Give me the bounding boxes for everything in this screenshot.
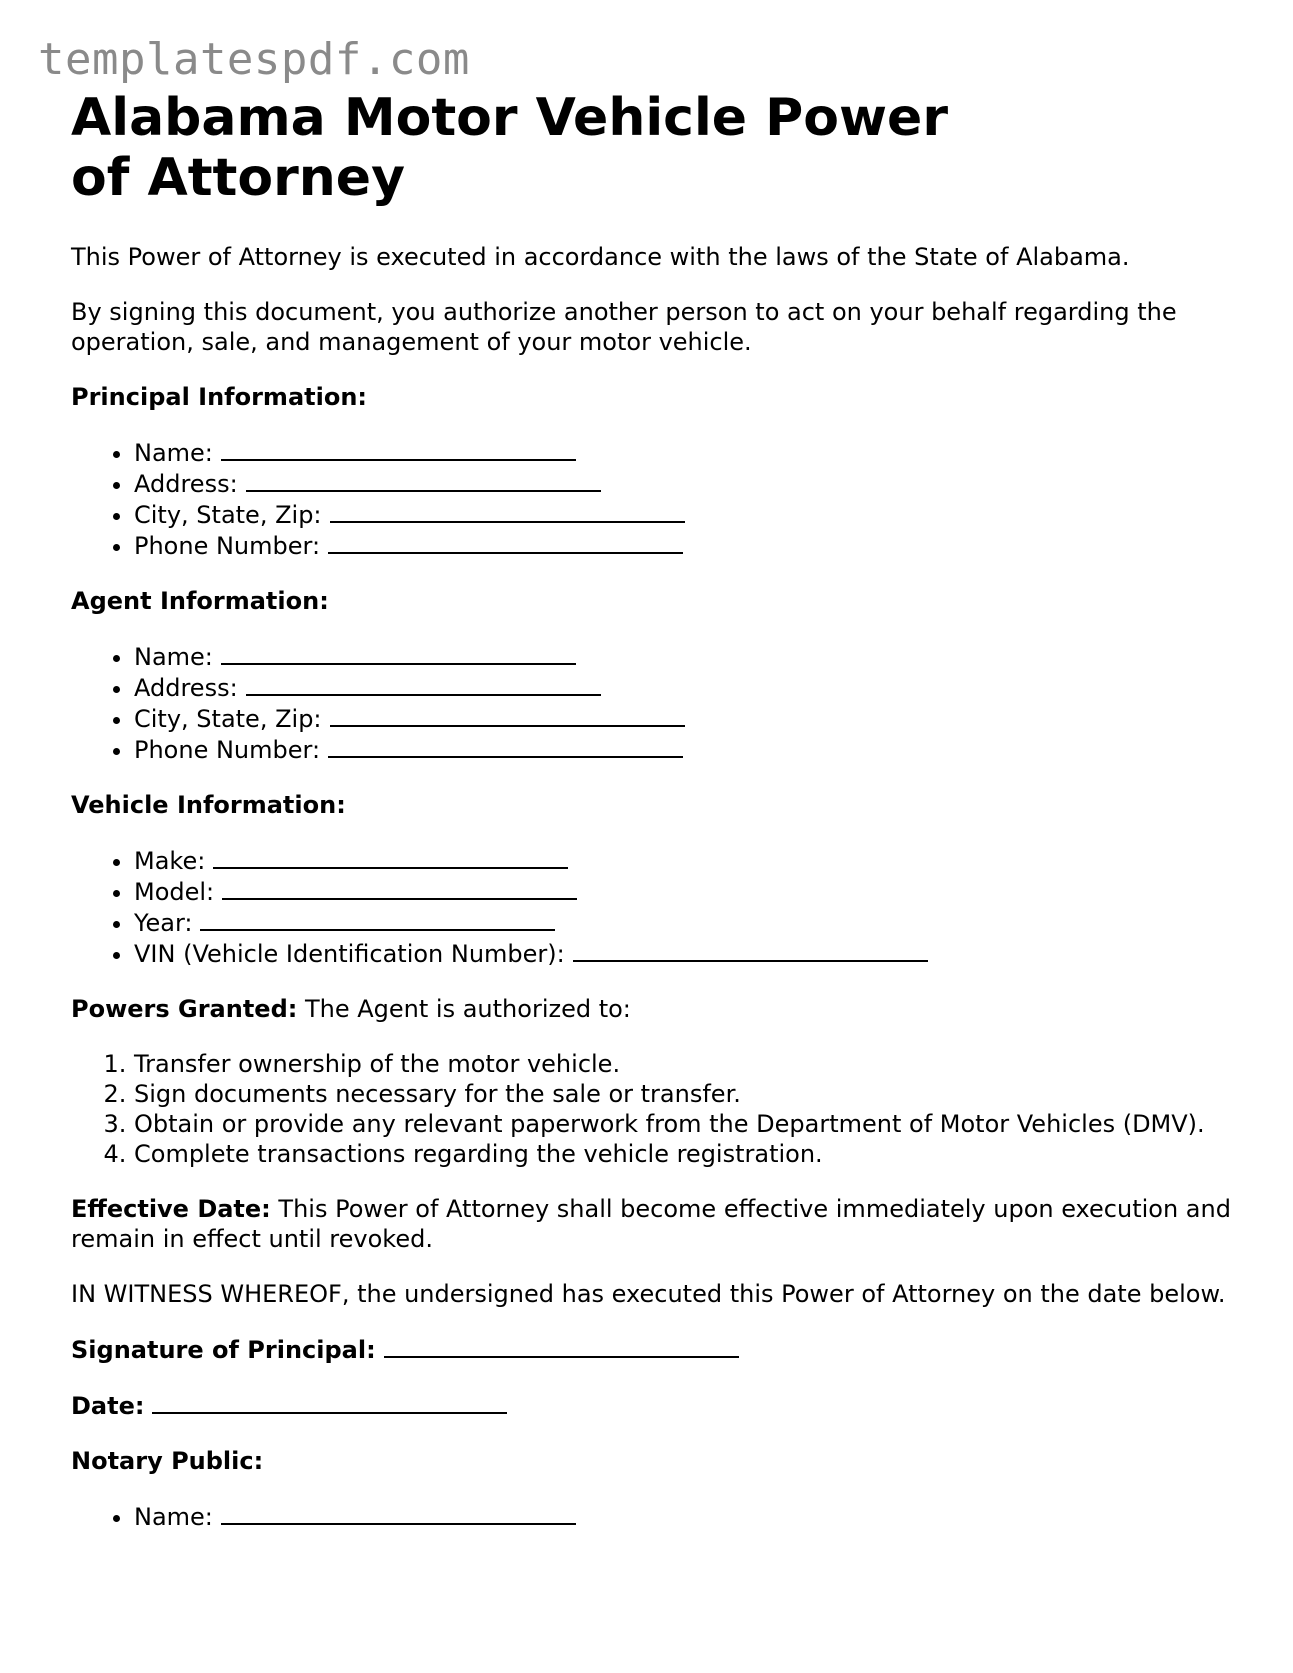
agent-heading: Agent Information:	[71, 587, 329, 615]
date-blank[interactable]	[152, 1390, 507, 1414]
list-item: 1. Transfer ownership of the motor vehicle.	[134, 1049, 1231, 1079]
powers-label: Powers Granted:	[71, 995, 298, 1023]
list-item	[134, 734, 1231, 765]
principal-heading: Principal Information:	[71, 383, 368, 411]
agent-field-list	[71, 641, 1231, 765]
vehicle-heading: Vehicle Information:	[71, 791, 346, 819]
field-label: Name:	[134, 643, 213, 671]
agent-phone-blank[interactable]	[328, 734, 683, 758]
effective-paragraph	[71, 1194, 1231, 1254]
list-item	[134, 876, 1231, 907]
field-label: City, State, Zip:	[134, 705, 322, 733]
list-item	[134, 468, 1231, 499]
field-label: Address:	[134, 674, 238, 702]
watermark-logo: templatespdf.com	[38, 34, 470, 85]
effective-label: Effective Date:	[71, 1195, 271, 1223]
principal-field-list	[71, 437, 1231, 561]
list-item	[134, 703, 1231, 734]
list-item	[134, 672, 1231, 703]
vehicle-vin-blank[interactable]	[573, 938, 928, 962]
intro-paragraph-1: This Power of Attorney is executed in accordance with the laws of the State of Alabama.	[71, 243, 1130, 271]
list-item	[134, 641, 1231, 672]
notary-name-blank[interactable]	[221, 1501, 576, 1525]
principal-phone-blank[interactable]	[328, 530, 683, 554]
principal-address-blank[interactable]	[246, 468, 601, 492]
field-label: Address:	[134, 470, 238, 498]
field-label: Phone Number:	[134, 532, 321, 560]
field-label: Year:	[134, 909, 193, 937]
signature-blank[interactable]	[384, 1334, 739, 1358]
list-item	[134, 1501, 1231, 1532]
notary-heading: Notary Public:	[71, 1447, 264, 1475]
vehicle-model-blank[interactable]	[222, 876, 577, 900]
date-row	[71, 1390, 1231, 1421]
agent-address-blank[interactable]	[246, 672, 601, 696]
list-item	[134, 907, 1231, 938]
list-item: 2. Sign documents necessary for the sale or transfer.	[134, 1079, 1231, 1109]
list-item	[134, 437, 1231, 468]
list-item: 4. Complete transactions regarding the vehicle registration.	[134, 1139, 1231, 1169]
notary-field-list	[71, 1501, 1231, 1532]
powers-paragraph	[71, 994, 1231, 1024]
agent-city-state-zip-blank[interactable]	[330, 703, 685, 727]
signature-label: Signature of Principal:	[71, 1336, 376, 1364]
list-item	[134, 530, 1231, 561]
effective-text: This Power of Attorney shall become effective immediately upon execution and remain in effect until revoked.	[71, 1195, 1231, 1253]
document-page	[71, 88, 1231, 1532]
date-label: Date:	[71, 1392, 145, 1420]
list-item: 3. Obtain or provide any relevant paperwork from the Department of Motor Vehicles (DMV).	[134, 1109, 1231, 1139]
field-label: Model:	[134, 878, 215, 906]
agent-name-blank[interactable]	[221, 641, 576, 665]
vehicle-field-list	[71, 845, 1231, 969]
list-item	[134, 845, 1231, 876]
vehicle-make-blank[interactable]	[213, 845, 568, 869]
list-item	[134, 938, 1231, 969]
powers-list	[71, 1049, 1231, 1169]
page-title: Alabama Motor Vehicle Power of Attorney	[71, 88, 948, 208]
field-label: Make:	[134, 847, 206, 875]
list-item	[134, 499, 1231, 530]
field-label: Name:	[134, 1503, 213, 1531]
field-label: City, State, Zip:	[134, 501, 322, 529]
powers-text: The Agent is authorized to:	[297, 995, 631, 1023]
witness-paragraph: IN WITNESS WHEREOF, the undersigned has executed this Power of Attorney on the date below.	[71, 1280, 1226, 1308]
intro-paragraph-2: By signing this document, you authorize another person to act on your behalf regarding the operation, sale, and management of your motor vehicle.	[71, 298, 1177, 356]
field-label: Phone Number:	[134, 736, 321, 764]
field-label: Name:	[134, 439, 213, 467]
principal-name-blank[interactable]	[221, 437, 576, 461]
field-label: VIN (Vehicle Identification Number):	[134, 940, 565, 968]
signature-row	[71, 1334, 1231, 1365]
principal-city-state-zip-blank[interactable]	[330, 499, 685, 523]
vehicle-year-blank[interactable]	[200, 907, 555, 931]
